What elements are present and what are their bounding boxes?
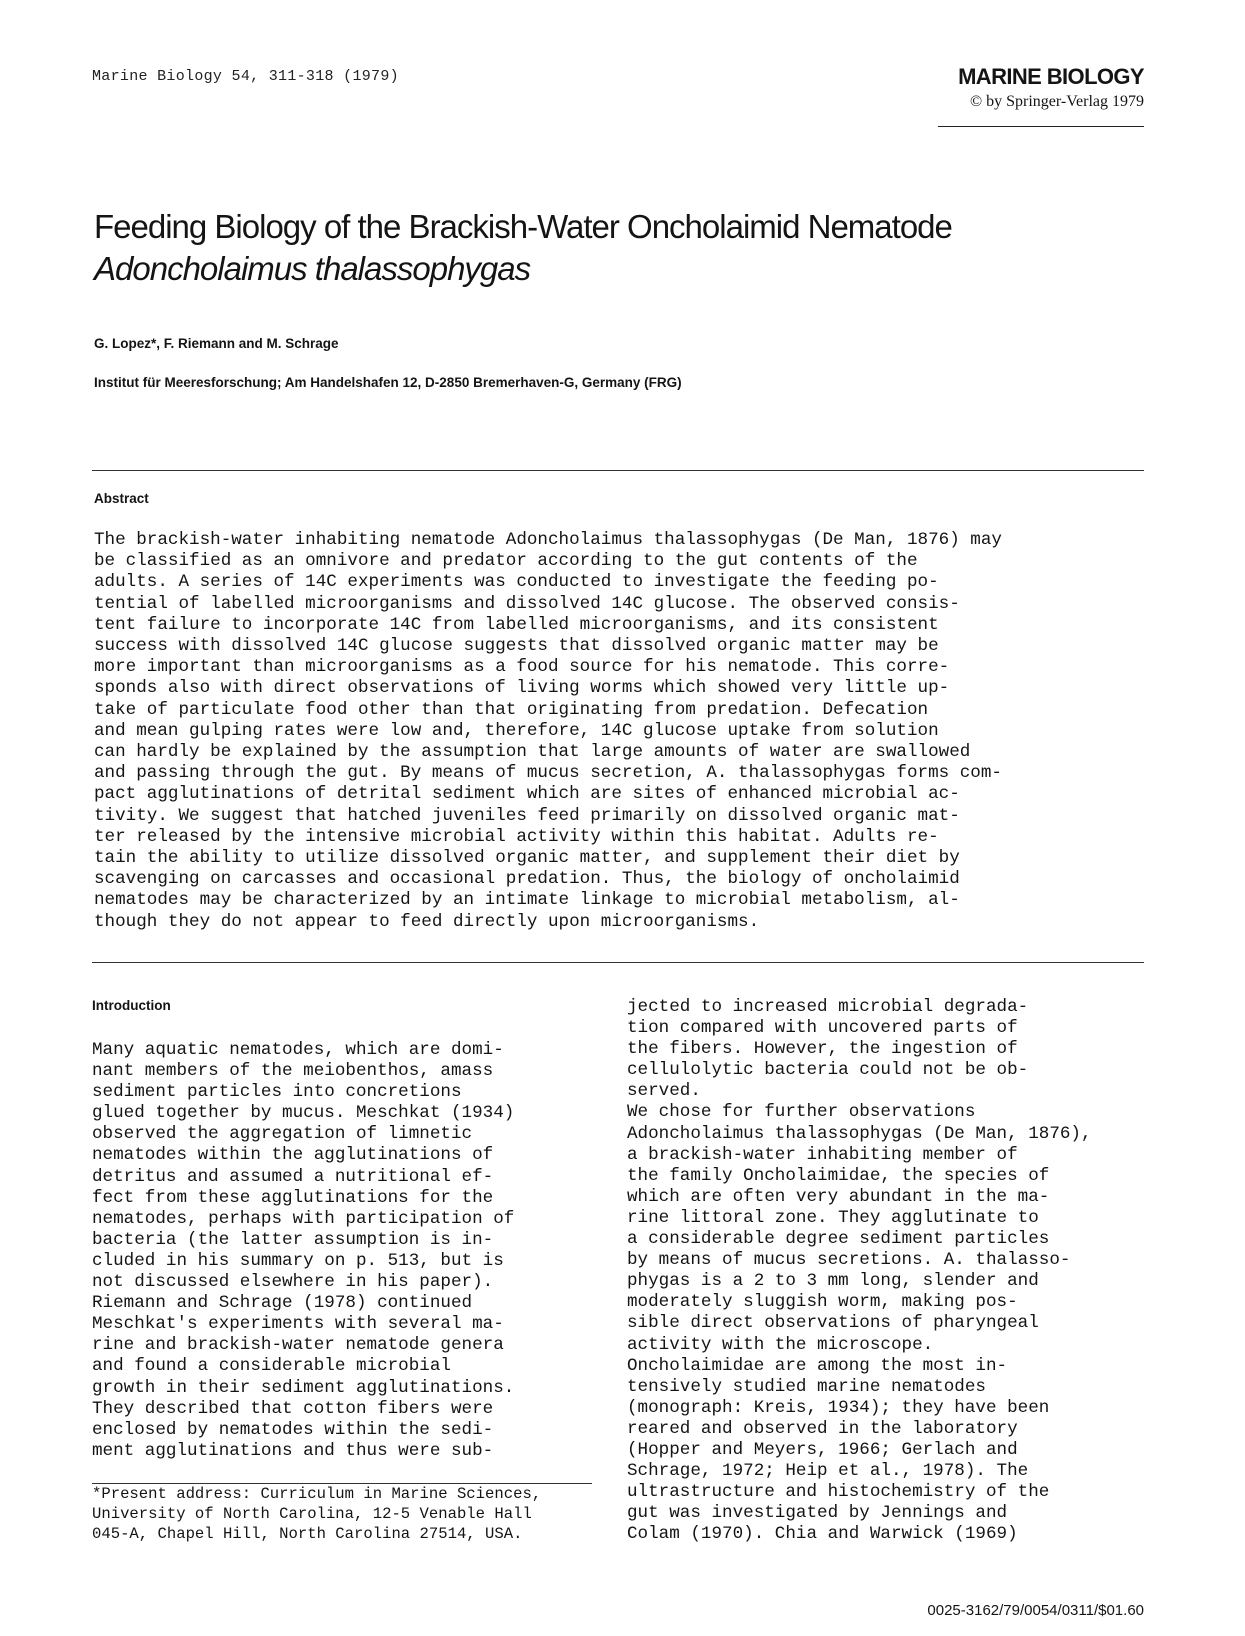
authors: G. Lopez*, F. Riemann and M. Schrage: [94, 336, 339, 351]
title-line-2: Adoncholaimus thalassophygas: [94, 250, 531, 287]
introduction-left-column: Many aquatic nematodes, which are domi- nant members of the meiobenthos, amass sediment particles into concretions glued together by mucus. Meschkat (1934) observed the aggregation of limnetic nematodes within the agglutinations of detritus and assumed a nutritional ef- fect from these agglutinations for the nematodes, perhaps with participation of bacteria (the latter assumption is in- cluded in his summary on p. 513, but is not discussed elsewhere in his paper). Riemann and Schrage (1978) continued Meschkat's experiments with several ma- rine and brackish-water nematode genera and found a considerable microbial growth in their sediment agglutinations. They described that cotton fibers were enclosed by nematodes within the sedi- ment agglutinations and thus were sub-: [92, 1040, 515, 1461]
masthead-rule: [938, 126, 1144, 127]
masthead-copyright: © by Springer-Verlag 1979: [969, 93, 1144, 110]
abstract-top-rule: [92, 470, 1144, 471]
abstract-bottom-rule: [92, 962, 1144, 963]
masthead-title: MARINE BIOLOGY: [958, 64, 1144, 89]
journal-masthead: [884, 64, 1144, 112]
title-line-1: Feeding Biology of the Brackish-Water Oncholaimid Nematode: [94, 208, 952, 245]
article-code: 0025-3162/79/0054/0311/$01.60: [927, 1602, 1144, 1619]
abstract-heading: Abstract: [94, 491, 149, 506]
introduction-right-column: jected to increased microbial degrada- tion compared with uncovered parts of the fibers. However, the ingestion of cellulolytic bacteria could not be ob- served. We chose for further observations Adoncholaimus thalassophygas (De Man, 1876), a brackish-water inhabiting member of the family Oncholaimidae, the species of which are often very abundant in the ma- rine littoral zone. They agglutinate to a considerable degree sediment particles by means of mucus secretions. A. thalasso- phygas is a 2 to 3 mm long, slender and moderately sluggish worm, making pos- sible direct observations of pharyngeal activity with the microscope. Oncholaimidae are among the most in- tensively studied marine nematodes (monograph: Kreis, 1934); they have been reared and observed in the laboratory (Hopper and Meyers, 1966; Gerlach and Schrage, 1972; Heip et al., 1978). The ultrastructure and histochemistry of the gut was investigated by Jennings and Colam (1970). Chia and Warwick (1969): [627, 997, 1092, 1545]
introduction-heading: Introduction: [92, 998, 171, 1013]
article-title: [94, 206, 1154, 290]
affiliation: Institut für Meeresforschung; Am Handelshafen 12, D-2850 Bremerhaven-G, Germany (FRG): [94, 375, 682, 390]
abstract-body: The brackish-water inhabiting nematode Adoncholaimus thalassophygas (De Man, 1876) may be classified as an omnivore and predator according to the gut contents of the adults. A series of 14C experiments was conducted to investigate the feeding po- tential of labelled microorganisms and dissolved 14C glucose. The observed consis- tent failure to incorporate 14C from labelled microorganisms, and its consistent success with dissolved 14C glucose suggests that dissolved organic matter may be more important than microorganisms as a food source for his nematode. This corre- sponds also with direct observations of living worms which showed very little up- take of particulate food other than that originating from predation. Defecation and mean gulping rates were low and, therefore, 14C glucose uptake from solution can hardly be explained by the assumption that large amounts of water are swallowed and passing through the gut. By means of mucus secretion, A. thalassophygas forms com- pact agglutinations of detrital sediment which are sites of enhanced microbial ac- tivity. We suggest that hatched juveniles feed primarily on dissolved organic mat- ter released by the intensive microbial activity within this habitat. Adults re- tain the ability to utilize dissolved organic matter, and supplement their diet by scavenging on carcasses and occasional predation. Thus, the biology of oncholaimid nematodes may be characterized by an intimate linkage to microbial metabolism, al- though they do not appear to feed directly upon microorganisms.: [94, 530, 1002, 932]
journal-reference: Marine Biology 54, 311-318 (1979): [92, 68, 399, 85]
footnote: *Present address: Curriculum in Marine Sciences, University of North Carolina, 12-5 Venable Hall 045-A, Chapel Hill, North Carolina 27514, USA.: [92, 1485, 542, 1543]
